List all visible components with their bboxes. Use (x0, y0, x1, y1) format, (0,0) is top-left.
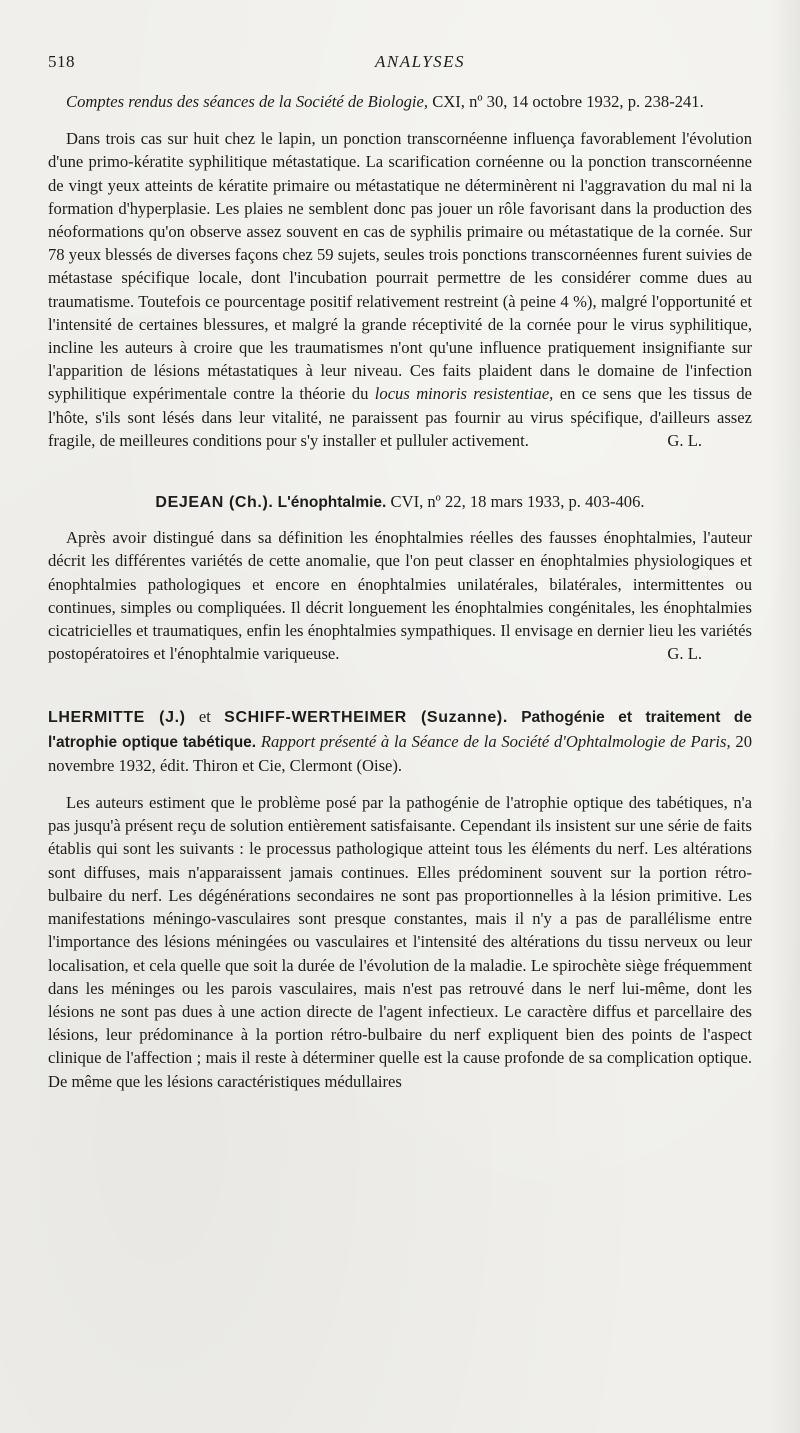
review-2-signature: G. L. (667, 644, 702, 664)
page-number: 518 (48, 52, 75, 71)
review-3-connector: et (198, 707, 211, 727)
review-1-body-part2: en ce sens que les tissus de l'hôte, s'ils sont lésés dans leur vitalité, ne paraissent pas fournir au virus spécifique, d'ailleurs assez fragile, de meilleures conditions pour s'y installer et pulluler activement. (48, 384, 752, 450)
review-2-citation: CVI, nº 22, 18 mars 1933, p. 403-406. (390, 492, 645, 512)
page-header (48, 52, 752, 76)
review-2 (48, 490, 752, 665)
review-2-heading (48, 490, 752, 514)
page-edge-shadow (770, 0, 800, 1433)
review-1-body-part1: Dans trois cas sur huit chez le lapin, un ponction transcornéenne influença favorablement l'évolution d'une primo-kératite syphilitique métastatique. La scarification cornéenne ou la ponction transcornéenne de vingt yeux atteints de kératite primaire ou métastatique ne déterminèrent ni l'aggravation du mal ni la formation d'hyperplasie. Les plaies ne semblent donc pas jouer un rôle favorisant dans la production des néoformations qu'on observe assez souvent en cas de syphilis primaire ou métastatique de la cornée. Sur 78 yeux blessés de diverses façons chez 59 sujets, seules trois ponctions transcornéennes furent suivies de métastase spécifique locale, dont l'incubation pourrait permettre de les considérer comme dues au traumatisme. Toutefois ce pourcentage positif relativement restreint (à peine 4 %), malgré l'opportunité et l'intensité de certaines blessures, et malgré la grande réceptivité de la cornée pour le virus syphilitique, incline les auteurs à croire que les traumatismes n'ont qu'une influence pratiquement insignifiante sur l'apparition de lésions métastatiques à leur niveau. Ces faits plaident dans le domaine de l'infection syphilitique expérimentale contre la théorie du (48, 129, 752, 404)
review-3-author-1: LHERMITTE (J.) (48, 709, 186, 727)
review-2-body-text: Après avoir distingué dans sa définition les énophtalmies réelles des fausses énophtalmies, l'auteur décrit les différentes variétés de cette anomalie, que l'on peut classer en énophtalmies physiologiques et énophtalmies pathologiques et encore en énophtalmies unilatérales, bilatérales, intermittentes ou continues, simples ou compliquées. Il décrit longuement les énophtalmies congénitales, les énophtalmies cicatricielles et traumatiques, enfin les énophtalmies sympathiques. Il envisage en dernier lieu les variétés postopératoires et l'énophtalmie variqueuse. (48, 528, 752, 664)
running-head: ANALYSES (374, 52, 466, 71)
review-1-citation (48, 90, 752, 113)
review-3-author-2: SCHIFF-WERTHEIMER (Suzanne). (224, 709, 508, 727)
review-2-title: L'énophtalmie. (277, 494, 387, 512)
review-2-author: DEJEAN (Ch.). (155, 494, 274, 512)
review-3-citation-rest: 20 novembre 1932, édit. Thiron et Cie, Clermont (Oise). (48, 731, 752, 775)
page-content (48, 90, 752, 1093)
review-3 (48, 705, 752, 1092)
review-1-journal: Comptes rendus des séances de la Société de Biologie, (66, 92, 429, 111)
review-2-body (48, 526, 752, 665)
review-1-signature: G. L. (667, 430, 702, 450)
review-1-body (48, 127, 752, 452)
review-3-citation-italic: Rapport présenté à la Séance de la Société d'Ophtalmologie de Paris, (260, 731, 731, 751)
review-3-title: Pathogénie et traitement de l'atrophie optique tabétique. (48, 709, 752, 751)
review-3-heading (48, 705, 752, 777)
review-1-citation-rest: CXI, nº 30, 14 octobre 1932, p. 238-241. (432, 92, 704, 111)
review-1-body-italic: locus minoris resistentiae, (374, 384, 554, 404)
review-3-body: Les auteurs estiment que le problème posé par la pathogénie de l'atrophie optique des tabétiques, n'a pas jusqu'à présent reçu de solution entièrement satisfaisante. Cependant ils insistent sur une série de faits établis qui sont les suivants : le processus pathologique atteint tous les éléments du nerf. Les altérations sont diffuses, mais n'apparaissent jamais continues. Elles prédominent souvent sur la portion rétro-bulbaire du nerf. Les dégénérations secondaires ne sont pas proportionnelles à la lésion primitive. Les manifestations méningo-vasculaires sont presque constantes, mais il n'y a pas de parallélisme entre l'importance des lésions méningées ou vasculaires et l'intensité des altérations du tissu nerveux ou leur localisation, et cela quelle que soit la durée de l'évolution de la maladie. Le spirochète siège fréquemment dans les méninges ou les parois vasculaires, mais n'est pas retrouvé dans le nerf lui-même, dont les lésions ne sont pas dues à une action directe de l'agent infectieux. Le caractère diffus et parcellaire des lésions, leur prédominance à la portion rétro-bulbaire du nerf expliquent bien des points de l'aspect clinique de l'affection ; mais il reste à déterminer quelle est la cause profonde de sa complication optique. De même que les lésions caractéristiques médullaires (48, 793, 752, 1091)
review-1 (48, 90, 752, 452)
